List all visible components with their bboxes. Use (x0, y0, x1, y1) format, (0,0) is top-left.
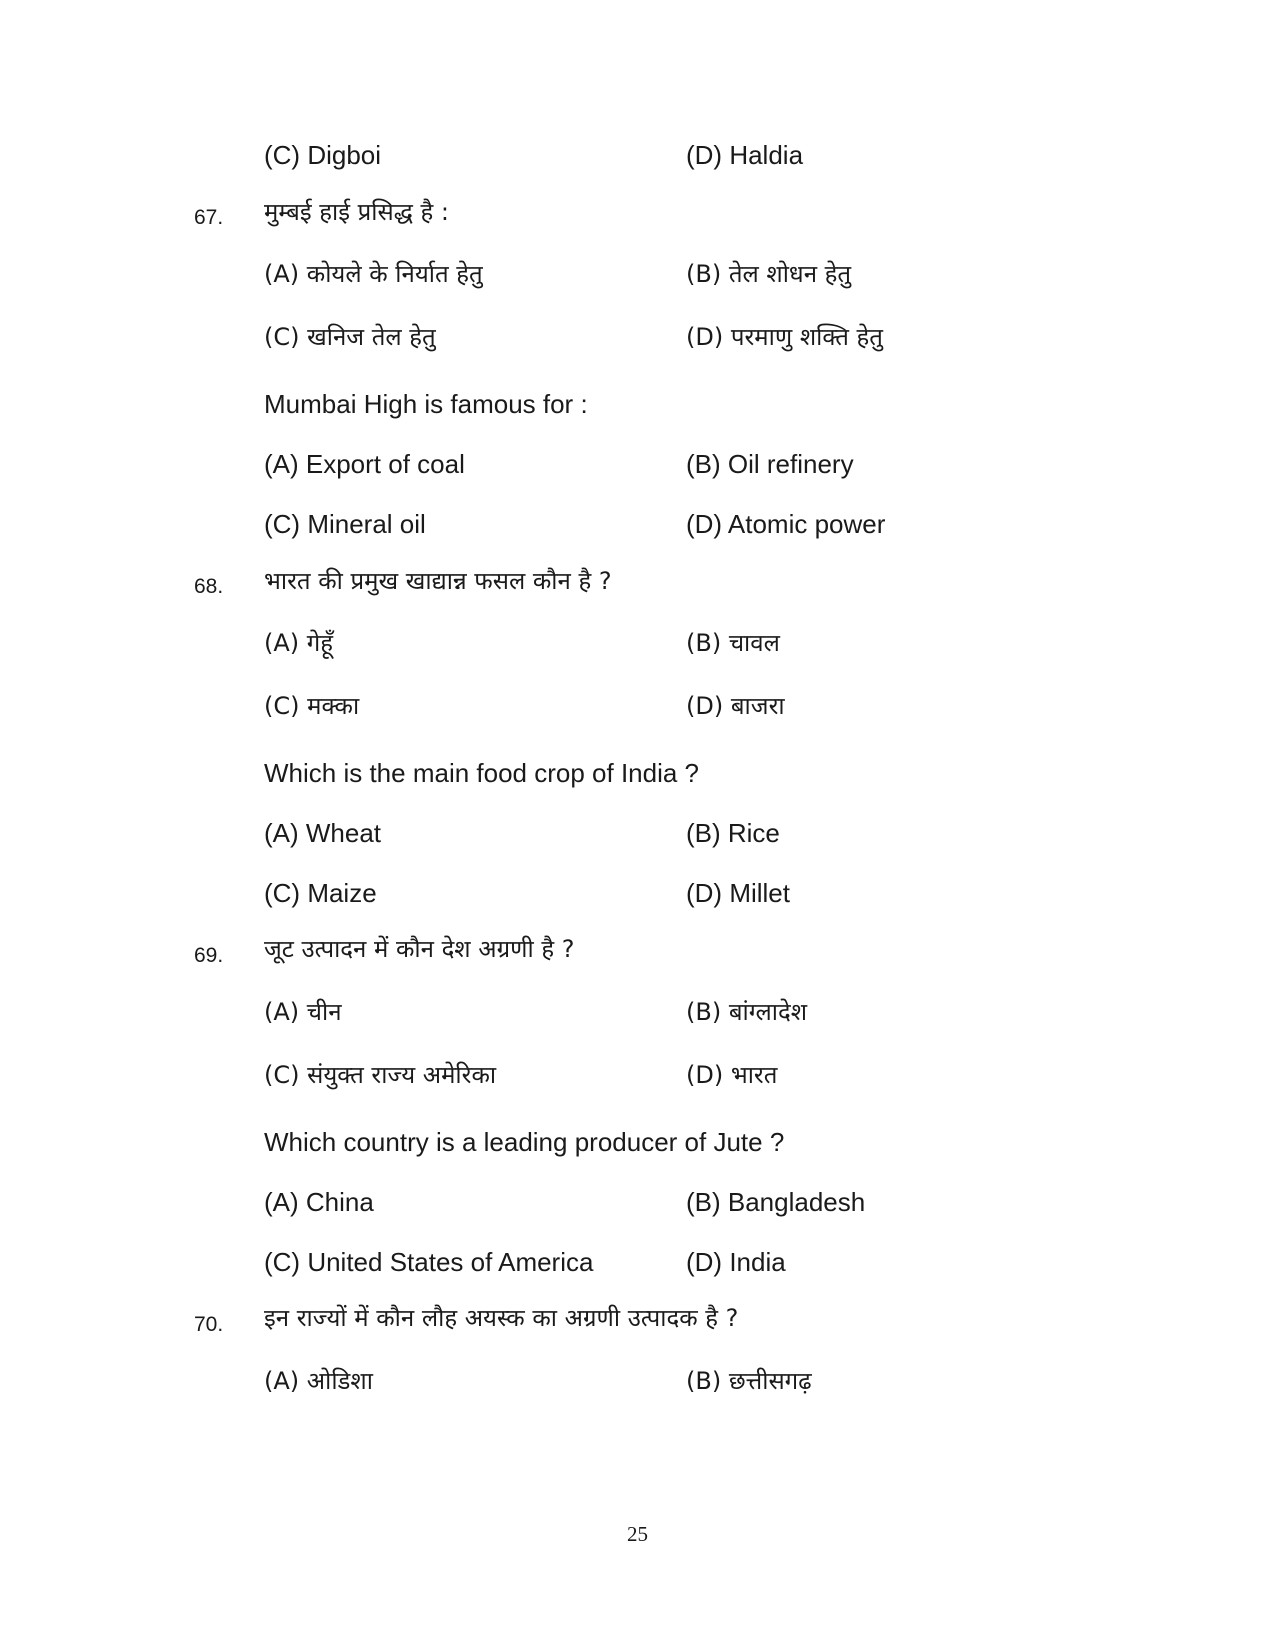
question-text-hindi: इन राज्यों में कौन लौह अयस्क का अग्रणी उत्पादक है ? (264, 1304, 739, 1332)
option-c: (C) Digboi (264, 140, 382, 170)
option-d-english: (D) Atomic power (686, 509, 886, 539)
question-text-hindi: मुम्बई हाई प्रसिद्ध है : (264, 198, 450, 226)
option-a-hindi: (A) कोयले के निर्यात हेतु (264, 260, 483, 288)
question-text-hindi: भारत की प्रमुख खाद्यान्न फसल कौन है ? (264, 567, 612, 595)
option-b-english: (B) Rice (686, 818, 780, 848)
option-d-english: (D) Millet (686, 878, 790, 908)
option-a-hindi: (A) चीन (264, 998, 342, 1026)
question-text-english: Which country is a leading producer of Jute ? (264, 1127, 785, 1157)
option-c-hindi: (C) मक्का (264, 692, 360, 720)
option-d-hindi: (D) परमाणु शक्ति हेतु (686, 323, 883, 351)
question-number: 69. (194, 944, 224, 967)
option-d-hindi: (D) बाजरा (686, 692, 785, 720)
option-d-hindi: (D) भारत (686, 1061, 778, 1089)
option-c-hindi: (C) संयुक्त राज्य अमेरिका (264, 1061, 497, 1089)
option-b-hindi: (B) तेल शोधन हेतु (686, 260, 852, 288)
option-d-english: (D) India (686, 1247, 786, 1277)
question-number: 70. (194, 1313, 224, 1336)
option-b-hindi: (B) बांग्लादेश (686, 998, 808, 1026)
option-b-hindi: (B) छत्तीसगढ़ (686, 1367, 812, 1395)
option-c-hindi: (C) खनिज तेल हेतु (264, 323, 436, 351)
question-number: 67. (194, 206, 224, 229)
option-b-hindi: (B) चावल (686, 629, 780, 657)
option-c-english: (C) United States of America (264, 1247, 594, 1277)
page-number: 25 (627, 1522, 648, 1546)
option-c-english: (C) Mineral oil (264, 509, 426, 539)
option-d: (D) Haldia (686, 140, 804, 170)
question-text-english: Mumbai High is famous for : (264, 389, 588, 419)
option-a-hindi: (A) ओडिशा (264, 1367, 373, 1395)
question-text-hindi: जूट उत्पादन में कौन देश अग्रणी है ? (264, 935, 575, 963)
question-text-english: Which is the main food crop of India ? (264, 758, 700, 788)
option-a-english: (A) Export of coal (264, 449, 465, 479)
question-number: 68. (194, 575, 224, 598)
option-a-english: (A) China (264, 1187, 374, 1217)
option-a-english: (A) Wheat (264, 818, 382, 848)
option-c-english: (C) Maize (264, 878, 377, 908)
option-a-hindi: (A) गेहूँ (264, 629, 334, 657)
option-b-english: (B) Oil refinery (686, 449, 854, 479)
option-b-english: (B) Bangladesh (686, 1187, 866, 1217)
